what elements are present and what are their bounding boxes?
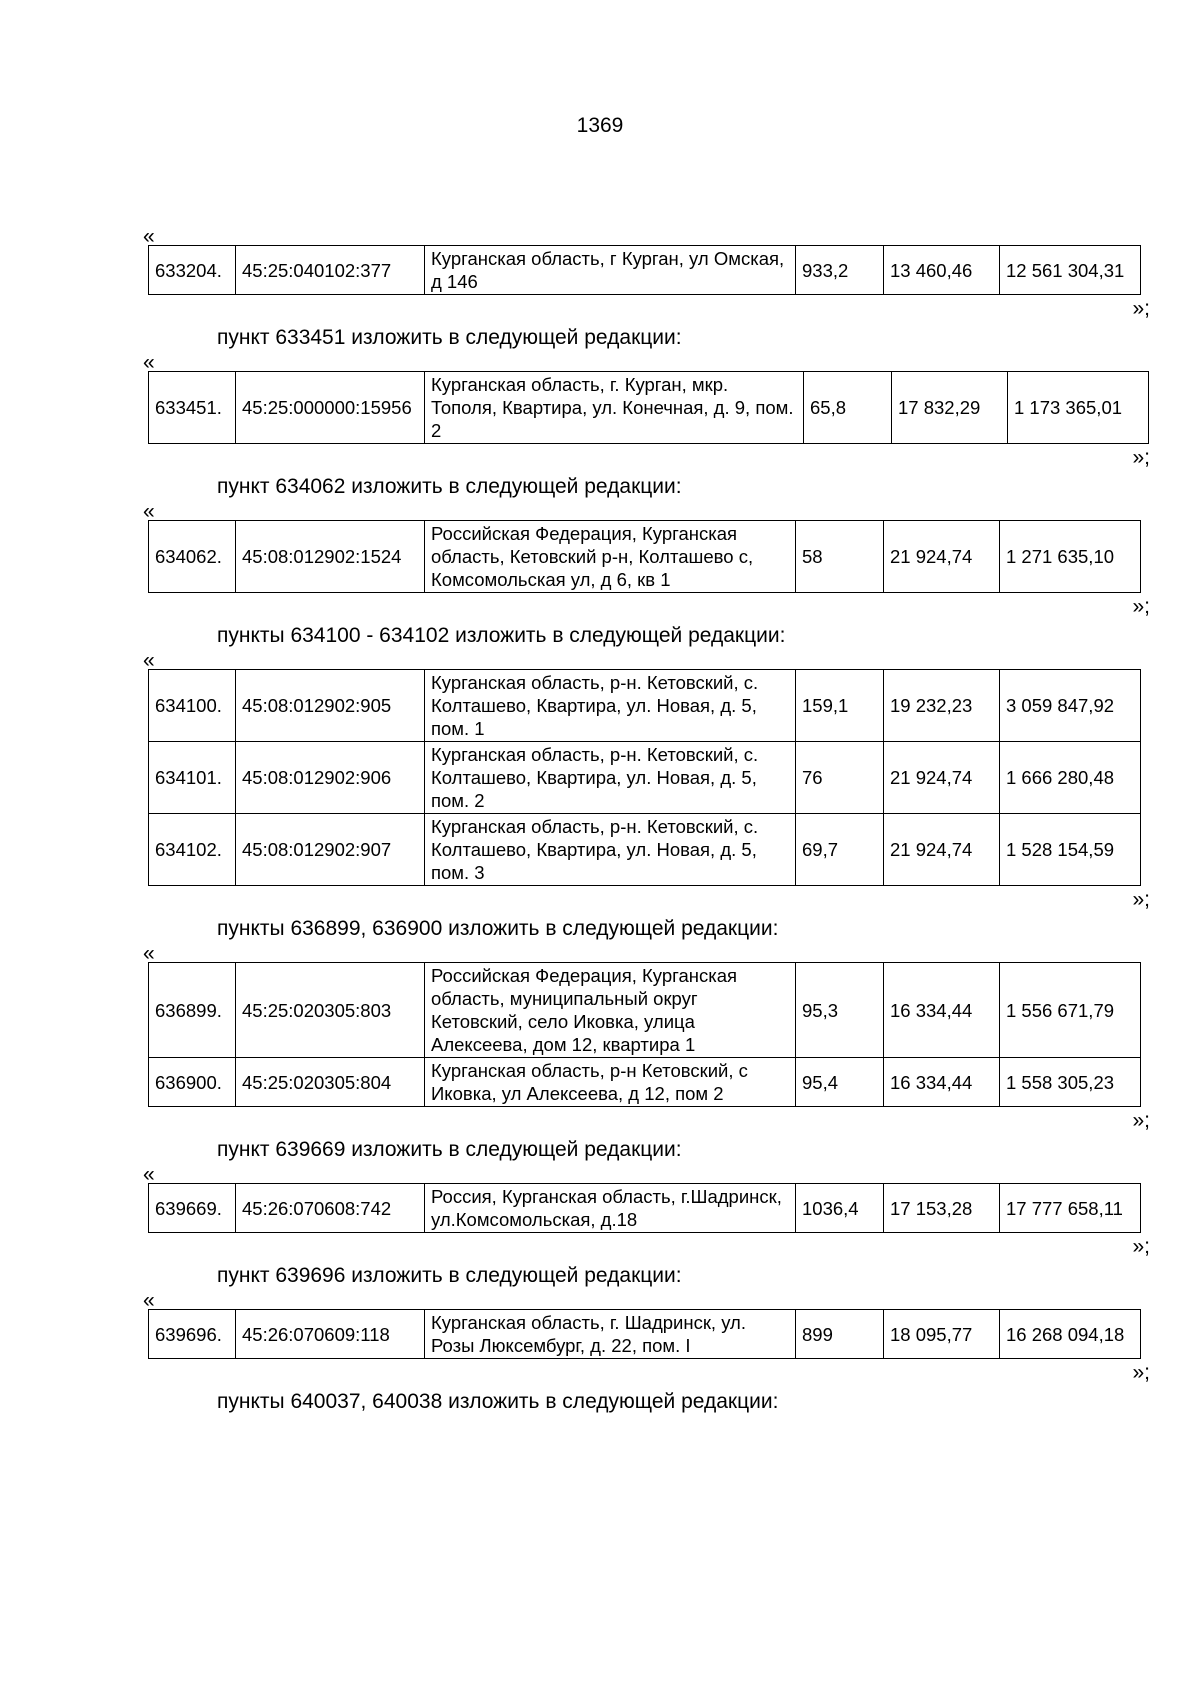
table-row — [149, 670, 1141, 742]
final-amendment-heading: пункты 640037, 640038 изложить в следующей редакции: — [217, 1390, 779, 1413]
total-value-cell: 17 777 658,11 — [1000, 1184, 1141, 1233]
area-cell: 933,2 — [796, 246, 884, 295]
amendment-heading: пункт 634062 изложить в следующей редакции: — [217, 475, 682, 498]
unit-value-cell: 17 153,28 — [884, 1184, 1000, 1233]
address-cell: Россия, Курганская область, г.Шадринск, ул.Комсомольская, д.18 — [425, 1184, 796, 1233]
cadastral-number-cell: 45:25:040102:377 — [236, 246, 425, 295]
area-cell: 76 — [796, 742, 884, 814]
amendment-block — [0, 621, 1200, 914]
unit-value-cell: 21 924,74 — [884, 814, 1000, 886]
closing-quote: »; — [1132, 1361, 1150, 1384]
cadastral-value-table — [148, 371, 1149, 444]
address-cell: Курганская область, р-н. Кетовский, с. Колташево, Квартира, ул. Новая, д. 5, пом. 2 — [425, 742, 796, 814]
table-row — [149, 814, 1141, 886]
amendment-block — [0, 1135, 1200, 1261]
opening-quote: « — [143, 1289, 155, 1312]
closing-quote: »; — [1132, 446, 1150, 469]
item-number-cell: 633204. — [149, 246, 236, 295]
cadastral-number-cell: 45:25:000000:15956 — [236, 372, 425, 444]
amendment-heading: пункт 639669 изложить в следующей редакции: — [217, 1138, 682, 1161]
unit-value-cell: 21 924,74 — [884, 742, 1000, 814]
item-number-cell: 634062. — [149, 521, 236, 593]
table-row — [149, 372, 1149, 444]
opening-quote: « — [143, 649, 155, 672]
total-value-cell: 1 271 635,10 — [1000, 521, 1141, 593]
total-value-cell: 1 666 280,48 — [1000, 742, 1141, 814]
total-value-cell: 1 528 154,59 — [1000, 814, 1141, 886]
cadastral-number-cell: 45:25:020305:804 — [236, 1058, 425, 1107]
table-row — [149, 1058, 1141, 1107]
closing-quote: »; — [1132, 1109, 1150, 1132]
amendment-heading: пункты 634100 - 634102 изложить в следующей редакции: — [217, 624, 786, 647]
address-cell: Курганская область, р-н. Кетовский, с. Колташево, Квартира, ул. Новая, д. 5, пом. 3 — [425, 814, 796, 886]
area-cell: 159,1 — [796, 670, 884, 742]
total-value-cell: 1 173 365,01 — [1008, 372, 1149, 444]
address-cell: Российская Федерация, Курганская область, муниципальный округ Кетовский, село Иковка, улица Алексеева, дом 12, квартира 1 — [425, 963, 796, 1058]
cadastral-number-cell: 45:08:012902:907 — [236, 814, 425, 886]
opening-quote: « — [143, 1163, 155, 1186]
amendment-block — [0, 914, 1200, 1135]
cadastral-number-cell: 45:08:012902:905 — [236, 670, 425, 742]
unit-value-cell: 21 924,74 — [884, 521, 1000, 593]
cadastral-value-table — [148, 1309, 1141, 1359]
cadastral-number-cell: 45:08:012902:906 — [236, 742, 425, 814]
opening-quote: « — [143, 942, 155, 965]
cadastral-number-cell: 45:26:070609:118 — [236, 1310, 425, 1359]
unit-value-cell: 17 832,29 — [892, 372, 1008, 444]
amendment-block — [0, 1261, 1200, 1387]
area-cell: 1036,4 — [796, 1184, 884, 1233]
item-number-cell: 633451. — [149, 372, 236, 444]
amendment-heading: пункты 636899, 636900 изложить в следующей редакции: — [217, 917, 779, 940]
item-number-cell: 634100. — [149, 670, 236, 742]
cadastral-value-table — [148, 520, 1141, 593]
item-number-cell: 639669. — [149, 1184, 236, 1233]
table-row — [149, 742, 1141, 814]
address-cell: Курганская область, г. Шадринск, ул. Розы Люксембург, д. 22, пом. I — [425, 1310, 796, 1359]
cadastral-value-table — [148, 962, 1141, 1107]
opening-quote: « — [143, 225, 155, 248]
total-value-cell: 1 556 671,79 — [1000, 963, 1141, 1058]
opening-quote: « — [143, 351, 155, 374]
amendment-block — [0, 472, 1200, 621]
cadastral-number-cell: 45:26:070608:742 — [236, 1184, 425, 1233]
amendment-block — [0, 225, 1200, 323]
address-cell: Курганская область, г Курган, ул Омская, д 146 — [425, 246, 796, 295]
cadastral-number-cell: 45:08:012902:1524 — [236, 521, 425, 593]
area-cell: 95,4 — [796, 1058, 884, 1107]
table-row — [149, 1310, 1141, 1359]
area-cell: 58 — [796, 521, 884, 593]
cadastral-value-table — [148, 245, 1141, 295]
area-cell: 95,3 — [796, 963, 884, 1058]
page-number: 1369 — [576, 114, 624, 137]
amendment-heading: пункт 639696 изложить в следующей редакции: — [217, 1264, 682, 1287]
opening-quote: « — [143, 500, 155, 523]
total-value-cell: 16 268 094,18 — [1000, 1310, 1141, 1359]
total-value-cell: 3 059 847,92 — [1000, 670, 1141, 742]
table-row — [149, 1184, 1141, 1233]
closing-quote: »; — [1132, 1235, 1150, 1258]
address-cell: Курганская область, р-н. Кетовский, с. Колташево, Квартира, ул. Новая, д. 5, пом. 1 — [425, 670, 796, 742]
amendment-heading: пункт 633451 изложить в следующей редакции: — [217, 326, 682, 349]
amendment-block — [0, 323, 1200, 472]
unit-value-cell: 16 334,44 — [884, 1058, 1000, 1107]
cadastral-number-cell: 45:25:020305:803 — [236, 963, 425, 1058]
area-cell: 65,8 — [804, 372, 892, 444]
area-cell: 69,7 — [796, 814, 884, 886]
address-cell: Курганская область, г. Курган, мкр. Тополя, Квартира, ул. Конечная, д. 9, пом. 2 — [425, 372, 804, 444]
cadastral-value-table — [148, 669, 1141, 886]
closing-quote: »; — [1132, 888, 1150, 911]
unit-value-cell: 19 232,23 — [884, 670, 1000, 742]
table-row — [149, 521, 1141, 593]
item-number-cell: 634102. — [149, 814, 236, 886]
unit-value-cell: 13 460,46 — [884, 246, 1000, 295]
item-number-cell: 636900. — [149, 1058, 236, 1107]
closing-quote: »; — [1132, 595, 1150, 618]
area-cell: 899 — [796, 1310, 884, 1359]
item-number-cell: 639696. — [149, 1310, 236, 1359]
unit-value-cell: 18 095,77 — [884, 1310, 1000, 1359]
table-row — [149, 963, 1141, 1058]
item-number-cell: 634101. — [149, 742, 236, 814]
total-value-cell: 12 561 304,31 — [1000, 246, 1141, 295]
cadastral-value-table — [148, 1183, 1141, 1233]
address-cell: Российская Федерация, Курганская область, Кетовский р-н, Колташево с, Комсомольская ул, д 6, кв 1 — [425, 521, 796, 593]
document-body — [0, 225, 1200, 1418]
unit-value-cell: 16 334,44 — [884, 963, 1000, 1058]
table-row — [149, 246, 1141, 295]
address-cell: Курганская область, р-н Кетовский, с Иковка, ул Алексеева, д 12, пом 2 — [425, 1058, 796, 1107]
closing-quote: »; — [1132, 297, 1150, 320]
total-value-cell: 1 558 305,23 — [1000, 1058, 1141, 1107]
item-number-cell: 636899. — [149, 963, 236, 1058]
